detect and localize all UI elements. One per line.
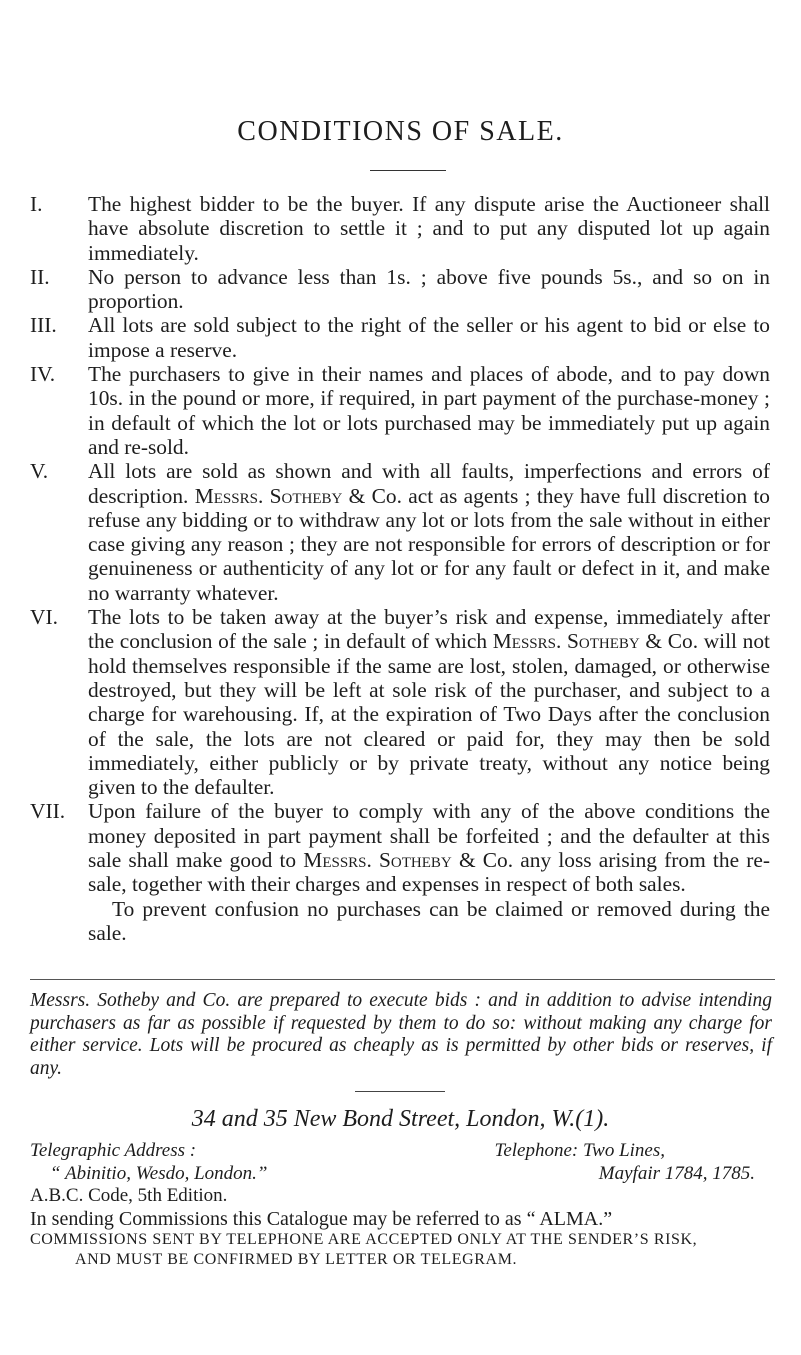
condition-number: V. [30,459,49,484]
telephone-value: Mayfair 1784, 1785. [598,1162,755,1184]
condition-item [30,605,770,799]
firm-name: Messrs. Sotheby [303,848,452,873]
telegraphic-label: Telegraphic Address : [30,1140,197,1161]
contact-values-row [30,1163,775,1186]
section-divider [30,979,775,980]
condition-text: All lots are sold subject to the right of the seller or his agent to bid or else to impose a reserve. [88,313,770,362]
condition-text-part: The lots to be taken away at the buyer’s risk and expense, immediately after the conclusion of the sale ; in default of which [88,605,770,654]
condition-text: The highest bidder to be the buyer. If any dispute arise the Auctioneer shall have absolute discretion to settle it ; and to put any disputed lot up again immediately. [88,192,770,265]
condition-text: The purchasers to give in their names and places of abode, and to pay down 10s. in the pound or more, if required, in part payment of the purchase-money ; in default of which the lot or lots purchased may be immediately put up again and re-sold. [88,362,770,459]
condition-text [88,799,770,945]
condition-item [30,799,770,945]
condition-text-part: & Co. act as agents ; they have full discretion to refuse any bidding or to withdraw any lot or lots from the sale without in either case giving any reason ; they are not responsible for errors of description or for genuineness or authenticity of any lot or for any fault or defect in it, and make no warranty whatever. [88,483,771,605]
contact-labels-row [30,1140,775,1163]
condition-number: III. [30,313,57,338]
telegraphic-value: “ Abinitio, Wesdo, London.” [50,1162,268,1184]
condition-number: VII. [30,799,66,824]
condition-item [30,192,770,265]
condition-item [30,313,770,362]
title-divider [370,170,446,171]
commissions-line: COMMISSIONS SENT BY TELEPHONE ARE ACCEPTED ONLY AT THE SENDER’S RISK, [30,1231,698,1248]
condition-extra: To prevent confusion no purchases can be claimed or removed during the sale. [88,896,770,945]
condition-item [30,265,770,314]
condition-text [88,605,770,799]
condition-text-part: All lots are sold as shown and with all faults, imperfections and errors of description. [88,459,770,508]
condition-text-part: & Co. will not hold themselves responsible if the same are lost, stolen, damaged, or otherwise destroyed, but they will be left at sole risk of the purchaser, and subject to a charge for warehousing. If, at the expiration of Two Days after the conclusion of the sale, the lots are not cleared or paid for, they may then be sold immediately, either publicly or by private treaty, without any notice being given to the defaulter. [88,629,770,800]
condition-text [88,459,770,605]
code-line: A.B.C. Code, 5th Edition. [30,1185,228,1206]
firm-name: Messrs. Sotheby [194,483,343,508]
condition-item [30,459,770,605]
address-line: 34 and 35 New Bond Street, London, W.(1). [191,1106,610,1132]
condition-text-part: & Co. any loss arising from the re-sale, together with their charges and expenses in respect of both sales. [88,848,770,897]
conditions-list [30,192,770,945]
condition-number: IV. [30,362,56,387]
page-title: CONDITIONS OF SALE. [237,116,564,147]
commissions-line: AND MUST BE CONFIRMED BY LETTER OR TELEGRAM. [75,1251,518,1268]
condition-text: No person to advance less than 1s. ; above five pounds 5s., and so on in proportion. [88,264,770,314]
contact-block [30,1140,775,1270]
condition-number: VI. [30,605,58,630]
condition-number: I. [30,192,43,216]
referral-line: In sending Commissions this Catalogue may be referred to as “ ALMA.” [30,1207,613,1230]
bids-note: Messrs. Sotheby and Co. are prepared to execute bids : and in addition to advise intending purchasers as far as possible if requested by them to do so: without making any charge for either service. Lots will be procured as cheaply as is permitted by other bids or reserves, if any. [30,990,772,1079]
address-divider [355,1091,445,1092]
firm-name: Messrs. Sotheby [492,629,640,654]
condition-number: II. [30,264,50,289]
condition-item [30,362,770,459]
condition-text-part: Upon failure of the buyer to comply with any of the above conditions the money deposited in part payment shall be forfeited ; and the defaulter at this sale shall make good to [88,799,770,873]
telephone-label: Telephone: Two Lines, [494,1140,665,1161]
